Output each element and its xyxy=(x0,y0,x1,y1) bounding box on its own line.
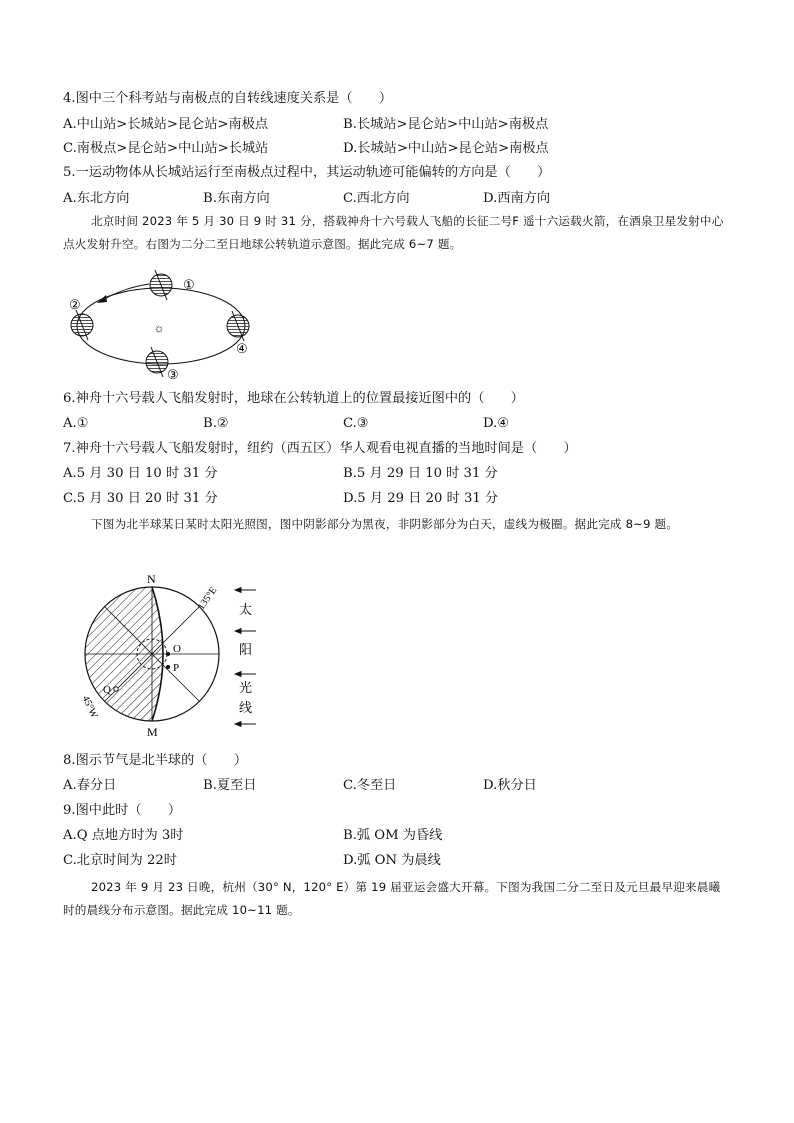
q4-option-c[interactable]: C.南极点>昆仑站>中山站>长城站 xyxy=(63,141,269,156)
q6-option-a[interactable]: A.① xyxy=(63,416,89,431)
q4-option-b[interactable]: B.长城站>昆仑站>中山站>南极点 xyxy=(343,117,549,132)
orbit-label-4: ④ xyxy=(236,341,248,356)
sunlight-char-1: 太 xyxy=(239,602,253,617)
label-135e: 135°E xyxy=(195,585,220,613)
point-o xyxy=(166,652,170,656)
sunlight-char-3: 光 xyxy=(239,680,253,695)
q6-stem: 6.神舟十六号载人飞船发射时，地球在公转轨道上的位置最接近图中的（ ） xyxy=(63,391,524,406)
q9-option-c[interactable]: C.北京时间为 22时 xyxy=(63,853,177,868)
q5-option-c[interactable]: C.西北方向 xyxy=(343,191,410,206)
q9-stem: 9.图中此时（ ） xyxy=(63,803,182,818)
orbit-label-2: ② xyxy=(69,297,81,312)
orbit-arrowhead xyxy=(97,295,107,303)
q8-option-c[interactable]: C.冬至日 xyxy=(343,778,397,793)
q8-option-b[interactable]: B.夏至日 xyxy=(203,778,257,793)
q7-option-d[interactable]: D.5 月 29 日 20 时 31 分 xyxy=(343,491,499,506)
q9-option-a[interactable]: A.Q 点地方时为 3时 xyxy=(63,828,184,843)
earth-1 xyxy=(150,270,172,300)
earth-3 xyxy=(146,347,168,377)
q5-option-d[interactable]: D.西南方向 xyxy=(483,191,551,206)
illumination-diagram xyxy=(78,570,263,740)
q7-option-b[interactable]: B.5 月 29 日 10 时 31 分 xyxy=(343,466,498,481)
q4-option-a[interactable]: A.中山站>长城站>昆仑站>南极点 xyxy=(63,117,269,132)
sunlight-char-4: 线 xyxy=(239,700,253,715)
label-q: Q xyxy=(103,684,111,696)
point-p xyxy=(166,665,170,669)
q8-stem: 8.图示节气是北半球的（ ） xyxy=(63,753,248,768)
intro-paragraph-8-9: 下图为北半球某日某时太阳光照图，图中阴影部分为黑夜，非阴影部分为白天，虚线为极圈。据此完成 8~9 题。 xyxy=(91,517,679,531)
q5-option-b[interactable]: B.东南方向 xyxy=(203,191,270,206)
q6-option-b[interactable]: B.② xyxy=(203,416,229,431)
q8-option-d[interactable]: D.秋分日 xyxy=(483,778,537,793)
q9-option-d[interactable]: D.弧 ON 为晨线 xyxy=(343,853,441,868)
intro-paragraph-6-7: 北京时间 2023 年 5 月 30 日 9 时 31 分，搭载神舟十六号载人飞船的长征二号F 遥十六运载火箭，在酒泉卫星发射中心点火发射升空。右图为二分二至日地球公转轨道示意图。据此完成 6~7 题。 xyxy=(63,214,724,251)
intro-paragraph-10-11: 2023 年 9 月 23 日晚，杭州（30° N，120° E）第 19 届亚运会盛大开幕。下图为我国二分二至日及元旦最早迎来晨曦时的晨线分布示意图。据此完成 10~11 题。 xyxy=(63,880,721,917)
orbit-label-1: ① xyxy=(183,277,195,292)
sunlight-char-2: 阳 xyxy=(239,642,253,657)
label-m: M xyxy=(147,725,158,739)
q4-option-d[interactable]: D.长城站>中山站>昆仑站>南极点 xyxy=(343,141,549,156)
label-45w: 45°W xyxy=(79,694,100,720)
earth-2 xyxy=(71,310,93,340)
q7-stem: 7.神舟十六号载人飞船发射时，纽约（西五区）华人观看电视直播的当地时间是（ ） xyxy=(63,441,577,456)
q4-stem: 4.图中三个科考站与南极点的自转线速度关系是（ ） xyxy=(63,91,393,106)
earth-4 xyxy=(227,311,249,341)
label-p: P xyxy=(173,662,180,674)
q8-option-a[interactable]: A.春分日 xyxy=(63,778,117,793)
label-n: N xyxy=(147,572,156,586)
point-q xyxy=(114,687,118,691)
q9-option-b[interactable]: B.弧 OM 为昏线 xyxy=(343,828,443,843)
label-o: O xyxy=(173,643,181,655)
q6-option-c[interactable]: C.③ xyxy=(343,416,369,431)
q5-stem: 5.一运动物体从长城站运行至南极点过程中，其运动轨迹可能偏转的方向是（ ） xyxy=(63,165,551,180)
sun-icon: ☼ xyxy=(153,321,165,335)
orbit-label-3: ③ xyxy=(167,367,179,382)
orbit-diagram xyxy=(63,262,263,382)
q7-option-c[interactable]: C.5 月 30 日 20 时 31 分 xyxy=(63,491,218,506)
q6-option-d[interactable]: D.④ xyxy=(483,416,510,431)
orbit-direction-arrow xyxy=(103,284,149,300)
q7-option-a[interactable]: A.5 月 30 日 10 时 31 分 xyxy=(63,466,218,481)
q5-option-a[interactable]: A.东北方向 xyxy=(63,191,130,206)
